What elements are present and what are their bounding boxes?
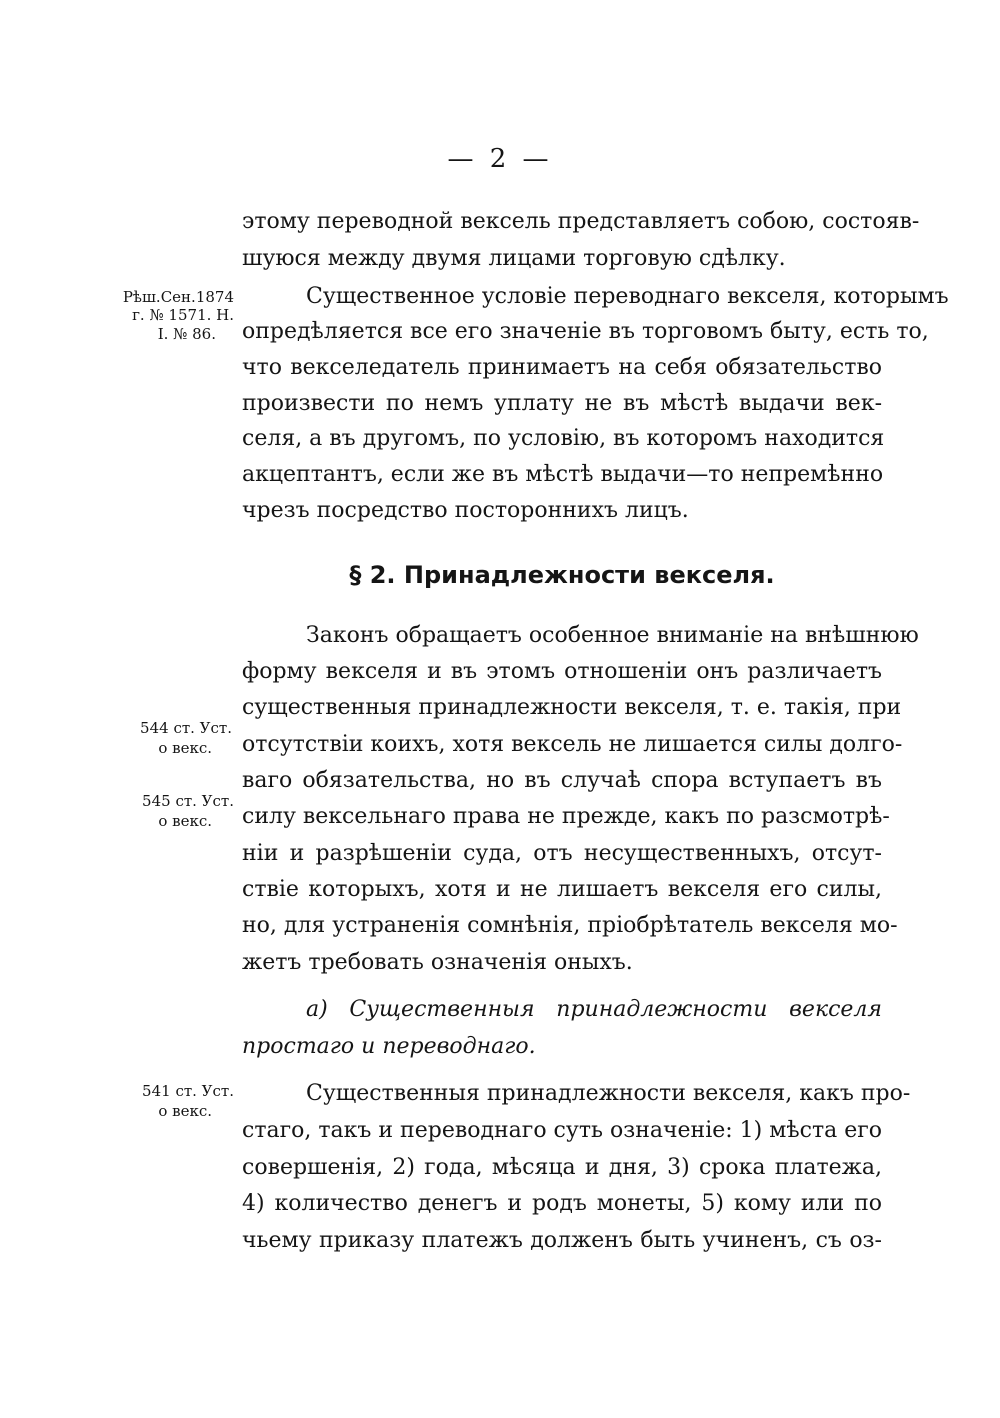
- para3-line: форму векселя и въ этомъ отношеніи онъ различаетъ: [242, 659, 882, 684]
- section-heading: § 2. Принадлежности векселя.: [349, 561, 775, 589]
- para2-line: чрезъ посредство постороннихъ лицъ.: [242, 498, 689, 523]
- para3-line: ніи и разрѣшеніи суда, отъ несущественныхъ, отсут-: [242, 841, 882, 866]
- margin-note-line: 544 ст. Уст.: [140, 719, 232, 737]
- margin-note-line: о векс.: [158, 812, 212, 830]
- subheading-line: простаго и переводнаго.: [242, 1034, 536, 1059]
- margin-note-line: 541 ст. Уст.: [142, 1082, 234, 1100]
- para3-line: отсутствіи коихъ, хотя вексель не лишается силы долго-: [242, 732, 903, 757]
- margin-note-line: о векс.: [158, 1102, 212, 1120]
- para2-line: Существенное условіе переводнаго векселя, которымъ: [306, 284, 949, 309]
- para1-line: шуюся между двумя лицами торговую сдѣлку.: [242, 246, 786, 271]
- para3-line: ствіе которыхъ, хотя и не лишаетъ векселя его силы,: [242, 877, 882, 902]
- para3-line: Законъ обращаетъ особенное вниманіе на внѣшнюю: [306, 623, 919, 648]
- para2-line: селя, а въ другомъ, по условію, въ которомъ находится: [242, 426, 885, 451]
- para1-line: этому переводной вексель представляетъ собою, состояв-: [242, 209, 920, 234]
- subheading-line: а) Существенныя принадлежности векселя: [306, 997, 882, 1022]
- para3-line: но, для устраненія сомнѣнія, пріобрѣтатель векселя мо-: [242, 913, 898, 938]
- para4-line: совершенія, 2) года, мѣсяца и дня, 3) срока платежа,: [242, 1155, 882, 1180]
- margin-note-line: I. № 86.: [157, 325, 216, 343]
- para2-line: опредѣляется все его значеніе въ торговомъ быту, есть то,: [242, 319, 929, 344]
- margin-note-line: 545 ст. Уст.: [142, 792, 234, 810]
- para2-line: акцептантъ, если же въ мѣстѣ выдачи—то непремѣнно: [242, 462, 884, 487]
- margin-note-line: г. № 1571. Н.: [132, 306, 234, 324]
- para4-line: Существенныя принадлежности векселя, какъ про-: [306, 1081, 911, 1106]
- para4-line: 4) количество денегъ и родъ монеты, 5) кому или по: [242, 1191, 882, 1216]
- para3-line: жетъ требовать означенія оныхъ.: [242, 950, 633, 975]
- para3-line: существенныя принадлежности векселя, т. е. такія, при: [242, 695, 902, 720]
- para2-line: что векселедатель принимаетъ на себя обязательство: [242, 355, 882, 380]
- para3-line: ваго обязательства, но въ случаѣ спора вступаетъ въ: [242, 768, 882, 793]
- para4-line: чьему приказу платежъ долженъ быть учиненъ, съ оз-: [242, 1228, 882, 1253]
- page-number: — 2 —: [447, 144, 553, 174]
- margin-note-line: о векс.: [158, 739, 212, 757]
- para2-line: произвести по немъ уплату не въ мѣстѣ выдачи век-: [242, 391, 882, 416]
- para3-line: силу вексельнаго права не прежде, какъ по разсмотрѣ-: [242, 804, 890, 829]
- para4-line: стаго, такъ и переводнаго суть означеніе: 1) мѣста его: [242, 1118, 883, 1143]
- margin-note-line: Рѣш.Сен.1874: [122, 288, 234, 306]
